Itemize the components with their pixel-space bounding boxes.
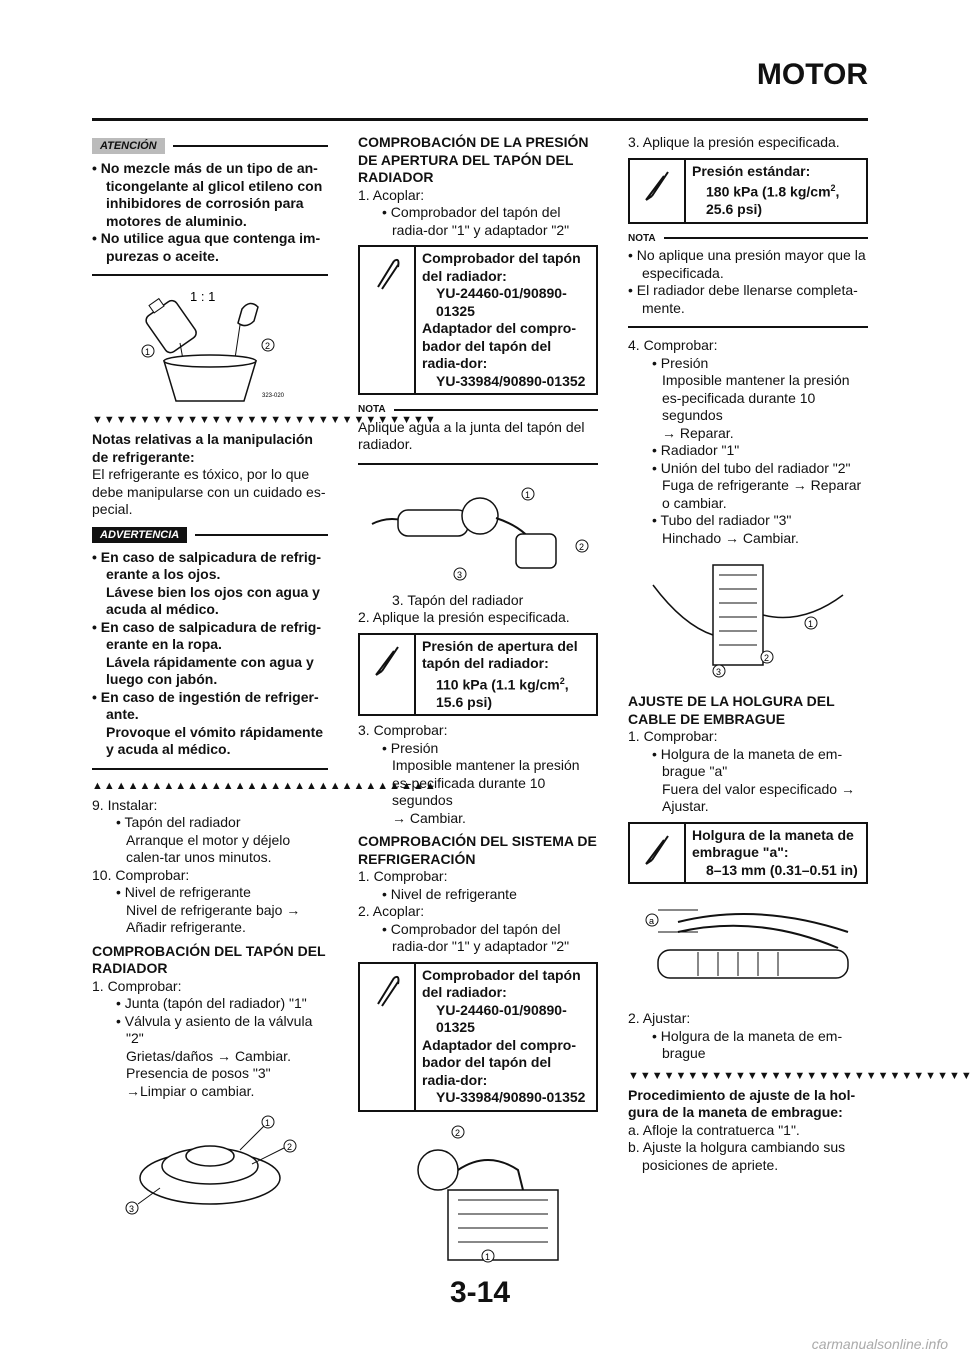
lever-callout-a: a bbox=[649, 916, 655, 927]
section-holgura: AJUSTE DE LA HOLGURA DEL CABLE DE EMBRAGUE bbox=[628, 693, 835, 727]
proc-title: Procedimiento de ajuste de la hol-gura de la maneta de embrague: bbox=[628, 1086, 856, 1121]
q4-text-4: Hinchado → Cambiar. bbox=[662, 529, 799, 546]
spec-box-2: Presión estándar: 180 kPa (1.8 $kg/cm^2$, 25.6 psi) bbox=[628, 158, 868, 224]
presion-bullet-1: • Comprobador del tapón del radia-dor "1" y adaptador "2" bbox=[382, 204, 570, 238]
coolant-mix-figure bbox=[130, 285, 290, 405]
proc-b: b. Ajuste la holgura cambiando sus posiciones de apriete. bbox=[628, 1139, 846, 1173]
sistema-step-1: 1. Comprobar: bbox=[358, 868, 448, 885]
cap-callout-3: 3 bbox=[129, 1204, 135, 1214]
ratio-label: 1 : 1 bbox=[190, 289, 216, 304]
presion-step-2: 2. Aplique la presión especificada. bbox=[358, 609, 570, 625]
tester-callout-1: 1 bbox=[525, 489, 531, 500]
rad-callout-1: 1 bbox=[808, 619, 814, 630]
sys-callout-1: 1 bbox=[485, 1251, 491, 1262]
end-marker: ▲▲▲▲▲▲▲▲▲▲▲▲▲▲▲▲▲▲▲▲▲▲▲▲▲▲▲▲▲ bbox=[92, 779, 437, 792]
tool-box-2: Comprobador del tapón del radiador: YU-24460-01/90890-01325 Adaptador del compro-bador del tapón del radia-dor: YU-33984/90890-01352 bbox=[358, 962, 598, 1112]
cooling-system-figure bbox=[378, 1120, 578, 1270]
step-10: 10. Comprobar: bbox=[92, 866, 190, 883]
adv-item-1: • En caso de salpicadura de refrig-erante a los ojos. bbox=[92, 548, 321, 582]
tester-callout-3: 3 bbox=[457, 569, 463, 580]
spec-box-1: Presión de apertura del tapón del radiador: 110 kPa (1.1 $kg/cm^2$, 15.6 psi) bbox=[358, 633, 598, 717]
atencion-item-1: • No mezcle más de un tipo de an-ticongelante al glicol etileno con inhibidores de corrosión para motores de aluminio. bbox=[92, 160, 323, 229]
tool-icon bbox=[360, 247, 416, 393]
start-marker: ▼▼▼▼▼▼▼▼▼▼▼▼▼▼▼▼▼▼▼▼▼▼▼▼▼▼▼▼▼ bbox=[92, 414, 437, 426]
sistema-step-2: 2. Acoplar: bbox=[358, 903, 425, 920]
rad-callout-2: 2 bbox=[764, 653, 770, 664]
adv-item-3: • En caso de ingestión de refriger-ante. bbox=[92, 688, 319, 722]
advertencia-tag: ADVERTENCIA bbox=[92, 527, 187, 543]
handling-title: Notas relativas a la manipulación de refrigerante: bbox=[92, 431, 313, 465]
page-number: 3-14 bbox=[449, 1276, 511, 1309]
presion-bullet-3: • Presión bbox=[382, 739, 439, 756]
q4-text-3: Fuga de refrigerante → Reparar o cambiar. bbox=[662, 477, 862, 511]
tester-callout-2: 2 bbox=[579, 541, 585, 552]
tool-box-1: Comprobador del tapón del radiador: YU-24460-01/90890-01325 Adaptador del compro-bador del tapón del radia-dor: YU-33984/90890-01352 bbox=[358, 245, 598, 395]
radiator-figure bbox=[633, 555, 863, 685]
column-2 bbox=[358, 134, 598, 1278]
q4-bullet-4: • Tubo del radiador "3" bbox=[652, 512, 792, 529]
proc-a: a. Afloje la contratuerca "1". bbox=[628, 1121, 800, 1138]
sistema-bullet-1: • Nivel de refrigerante bbox=[382, 885, 517, 902]
callout-1: 1 bbox=[145, 347, 151, 357]
advertencia-header bbox=[92, 527, 328, 543]
tapon-text-2: Presencia de posos "3" →Limpiar o cambiar. bbox=[126, 1065, 271, 1099]
step-10-text-2: Añadir refrigerante. bbox=[126, 919, 246, 935]
clutch-lever-figure bbox=[638, 892, 858, 1002]
h2-bullet: • Holgura de la maneta de em-brague bbox=[652, 1027, 843, 1062]
presion-text-3: Imposible mantener la presión es-pecificada durante 10 segundos bbox=[392, 757, 580, 809]
h1-text-2: Ajustar. bbox=[662, 798, 709, 815]
h-step-2: 2. Ajustar: bbox=[628, 1010, 691, 1027]
proc-start-marker: ▼▼▼▼▼▼▼▼▼▼▼▼▼▼▼▼▼▼▼▼▼▼▼▼▼▼▼▼▼ bbox=[628, 1069, 973, 1082]
rad-callout-3: 3 bbox=[716, 667, 722, 678]
tapon-bullet-2: • Válvula y asiento de la válvula "2" bbox=[116, 1012, 313, 1046]
header-rule bbox=[92, 118, 868, 121]
section-sistema: COMPROBACIÓN DEL SISTEMA DE REFRIGERACIÓN bbox=[358, 833, 597, 867]
column-3 bbox=[628, 134, 973, 1174]
watermark: carmanualsonline.info bbox=[811, 1336, 948, 1352]
spec-icon-2 bbox=[630, 160, 686, 222]
step-10-bullet: • Nivel de refrigerante bbox=[116, 884, 251, 900]
atencion-item-2: • No utilice agua que contenga im-purezas o aceite. bbox=[92, 230, 321, 264]
tapon-step-1: 1. Comprobar: bbox=[92, 977, 182, 994]
q-step-4: 4. Comprobar: bbox=[628, 337, 718, 354]
q-step-3: 3. Aplique la presión especificada. bbox=[628, 134, 840, 150]
cap-tester-figure bbox=[368, 474, 588, 584]
step-9-bullet: • Tapón del radiador bbox=[116, 814, 241, 830]
adv-item-1-text: Lávese bien los ojos con agua y acuda al médico. bbox=[106, 583, 320, 617]
atencion-header bbox=[92, 138, 328, 154]
section-presion: COMPROBACIÓN DE LA PRESIÓN DE APERTURA DEL TAPÓN DEL RADIADOR bbox=[358, 134, 589, 185]
nota-label: NOTA bbox=[358, 404, 386, 415]
cap-callout-2: 2 bbox=[287, 1142, 293, 1152]
figure-code: 323-020 bbox=[262, 393, 285, 399]
atencion-tag: ATENCIÓN bbox=[92, 138, 165, 154]
step-9: 9. Instalar: bbox=[92, 796, 158, 813]
cap-callout-1: 1 bbox=[265, 1118, 271, 1128]
nota-item-1: • No aplique una presión mayor que la especificada. bbox=[628, 247, 866, 281]
adv-item-2: • En caso de salpicadura de refrig-erante en la ropa. bbox=[92, 618, 321, 652]
callout-2: 2 bbox=[265, 341, 271, 351]
h-step-1: 1. Comprobar: bbox=[628, 728, 718, 745]
sistema-bullet-2: • Comprobador del tapón del radia-dor "1" y adaptador "2" bbox=[382, 920, 570, 955]
presion-text-3b: → Cambiar. bbox=[392, 809, 466, 826]
spec-icon-3 bbox=[630, 824, 686, 883]
q4-bullet-3: • Unión del tubo del radiador "2" bbox=[652, 459, 851, 476]
q4-bullet-2: • Radiador "1" bbox=[652, 442, 740, 459]
nota-label-2: NOTA bbox=[628, 232, 656, 244]
presion-step-3: 3. Comprobar: bbox=[358, 722, 448, 739]
nota-item-2: • El radiador debe llenarse completa-mente. bbox=[628, 282, 858, 316]
q4-bullet-1: • Presión bbox=[652, 354, 709, 371]
tapon-bullet-1: • Junta (tapón del radiador) "1" bbox=[116, 995, 307, 1011]
figure-caption: 3. Tapón del radiador bbox=[392, 591, 524, 608]
handling-text: El refrigerante es tóxico, por lo que debe manipularse con un cuidado es-pecial. bbox=[92, 466, 326, 517]
tapon-text-1: Grietas/daños → Cambiar. bbox=[126, 1047, 291, 1064]
step-9-text: Arranque el motor y déjelo calen-tar unos minutos. bbox=[126, 831, 291, 865]
nota-text: Aplique agua a la junta del tapón del radiador. bbox=[358, 418, 585, 452]
spec-box-3: Holgura de la maneta de embrague "a": 8–13 mm (0.31–0.51 in) bbox=[628, 822, 868, 885]
h1-bullet: • Holgura de la maneta de em-brague "a" bbox=[652, 745, 843, 780]
q4-text-1b: → Reparar. bbox=[662, 424, 734, 441]
q4-text-1: Imposible mantener la presión es-pecificada durante 10 segundos bbox=[662, 372, 850, 424]
page-title: MOTOR bbox=[756, 58, 868, 91]
sys-callout-2: 2 bbox=[455, 1127, 461, 1138]
h1-text: Fuera del valor especificado → bbox=[662, 780, 855, 797]
step-10-text-1: Nivel de refrigerante bajo → bbox=[126, 901, 301, 918]
radiator-cap-figure bbox=[120, 1108, 300, 1218]
adv-item-2-text: Lávela rápidamente con agua y luego con jabón. bbox=[106, 653, 314, 687]
presion-step-1: 1. Acoplar: bbox=[358, 186, 425, 203]
adv-item-3-text: Provoque el vómito rápidamente y acuda al médico. bbox=[106, 723, 324, 757]
spec-icon bbox=[360, 635, 416, 715]
tool-icon-2 bbox=[360, 964, 416, 1110]
section-tapon: COMPROBACIÓN DEL TAPÓN DEL RADIADOR bbox=[92, 942, 326, 976]
